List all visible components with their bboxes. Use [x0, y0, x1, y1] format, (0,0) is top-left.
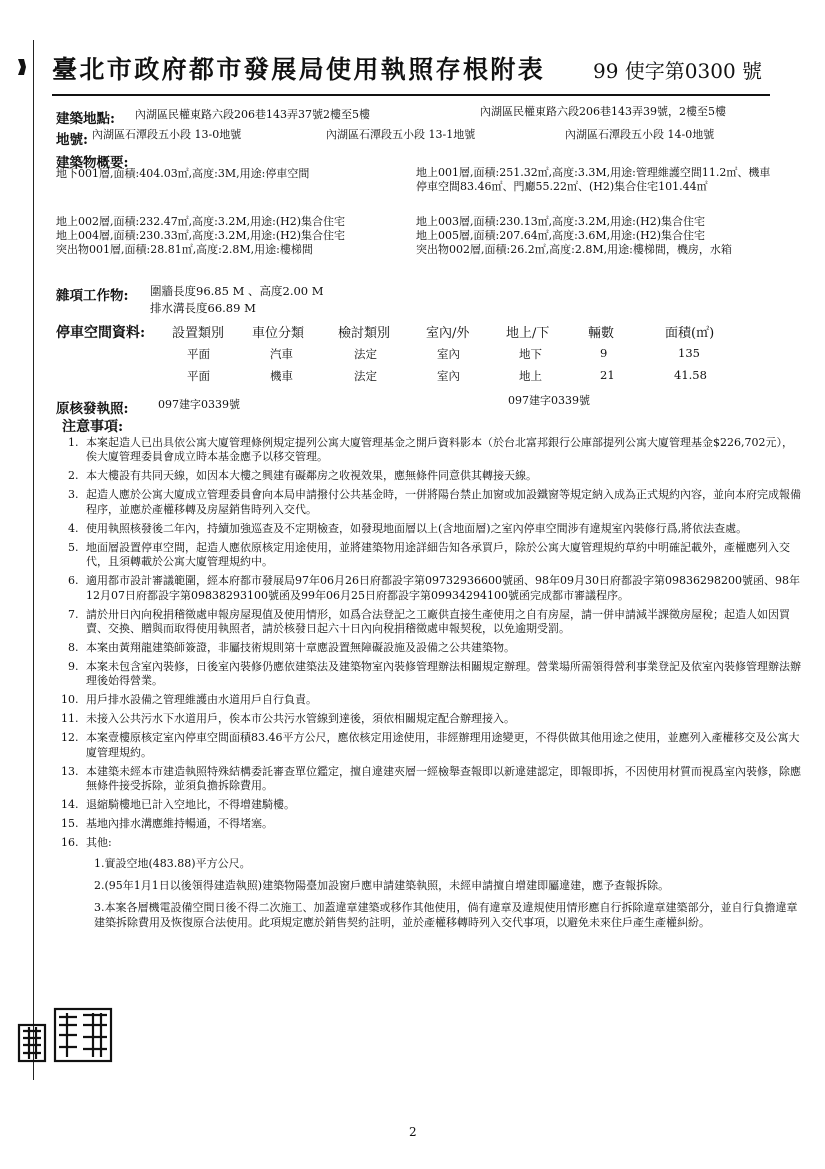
parking-cell: 機車	[270, 369, 293, 383]
misc-ditch: 排水溝長度66.89 M	[150, 301, 256, 315]
parking-cell: 汽車	[270, 347, 293, 361]
parking-header: 車位分類	[252, 326, 305, 341]
orig-permit-label: 原核發執照:	[56, 401, 129, 417]
roof-r1: 突出物001層,面積:28.81㎡,高度:2.8M,用途:樓梯間	[56, 243, 313, 256]
lot-value: 內湖區石潭段五小段 13-0地號	[92, 128, 242, 141]
site-address-label: 建築地點:	[56, 111, 115, 127]
note-item: 15. 基地內排水溝應維持暢通，不得堵塞。	[82, 817, 802, 831]
site-address-right: 內湖區民權東路六段206巷143弄39號，2樓至5樓	[480, 105, 726, 118]
note-item: 4. 使用執照核發後二年內，持續加強巡查及不定期檢查，如發現地面層以上(含地面層)之室內停車空間涉有違規室內裝修行爲,將依法查處。	[82, 522, 802, 536]
orig-permit-right: 097建字0339號	[508, 394, 590, 407]
parking-cell: 法定	[354, 369, 377, 383]
misc-label: 雜項工作物:	[56, 288, 129, 304]
floor-g1: 地上001層,面積:251.32㎡,高度:3.3M,用途:管理維護空間11.2㎡、機車停車空間83.46㎡、門廳55.22㎡、(H2)集合住宅101.44㎡	[416, 166, 771, 193]
lot-value: 內湖區石潭段五小段 14-0地號	[565, 128, 715, 141]
parking-header: 輛數	[588, 326, 615, 341]
lot-label: 地號:	[56, 132, 88, 148]
note-item: 1. 本案起造人已出具依公寓大廈管理條例規定提列公寓大廈管理基金之開戶資料影本（於台北富邦銀行公庫部提列公寓大廈管理基金$226,702元），俟大廈管理委員會成立時本基金應予以移交管理。	[82, 436, 802, 465]
sub-note: 2.(95年1月1日以後領得建造執照)建築物陽臺加設窗戶應申請建築執照，未經申請擅自增建即屬違建，應予查報拆除。	[94, 879, 670, 893]
parking-header: 檢討類別	[338, 326, 391, 341]
binding-mark-icon	[17, 58, 27, 76]
parking-cell: 地下	[519, 347, 542, 361]
note-item-text: 其他:	[86, 836, 112, 850]
parking-cell: 135	[678, 346, 700, 360]
parking-label: 停車空間資料:	[56, 325, 146, 341]
orig-permit-left: 097建字0339號	[158, 398, 240, 411]
floor-g5: 地上005層,面積:207.64㎡,高度:3.6M,用途:(H2)集合住宅	[416, 229, 706, 242]
floor-g2: 地上002層,面積:232.47㎡,高度:3.2M,用途:(H2)集合住宅	[56, 215, 346, 228]
seal-stamps	[17, 1003, 114, 1063]
parking-cell: 室內	[437, 347, 460, 361]
binding-margin-line	[33, 40, 34, 1080]
document-title: 臺北市政府都市發展局使用執照存根附表	[52, 55, 546, 84]
note-item: 9. 本案未包含室內裝修，日後室內裝修仍應依建築法及建築物室內裝修管理辦法相關規定辦理。營業場所需領得營利事業登記及依室內裝修管理辦法辦理後始得營業。	[82, 660, 802, 689]
floor-b1: 地下001層,面積:404.03㎡,高度:3M,用途:停車空間	[56, 167, 310, 180]
parking-header: 面積(㎡)	[665, 326, 715, 341]
parking-header: 室內/外	[426, 326, 470, 341]
parking-cell: 21	[600, 368, 615, 382]
sub-note: 1.實設空地(483.88)平方公尺。	[94, 856, 251, 870]
note-item: 6. 適用都市設計審議範圍，經本府都市發展局97年06月26日府都設字第09732936600號函、98年09月30日府都設字第09836298200號函、98年12月07日府都設字第09838293100號函及99年06月25日府都設字第09934294100號函完成都市審議程序。	[82, 574, 802, 603]
parking-cell: 平面	[187, 347, 210, 361]
notes-list	[56, 436, 802, 938]
document-number: 99 使字第0300 號	[593, 59, 763, 83]
lot-value: 內湖區石潭段五小段 13-1地號	[326, 128, 476, 141]
roof-r2: 突出物002層,面積:26.2㎡,高度:2.8M,用途:樓梯間，機房，水箱	[416, 243, 732, 256]
note-item: 3. 起造人應於公寓大廈成立管理委員會向本局申請撥付公共基金時，一併將陽台禁止加窗或加設鐵窗等規定納入成為正式規約內容，並向本府完成報備程序，並應於產權移轉及房屋銷售時列入交代。	[82, 488, 802, 517]
misc-wall: 圍牆長度96.85 M 、高度2.00 M	[150, 284, 324, 298]
parking-cell: 室內	[437, 369, 460, 383]
parking-header: 地上/下	[506, 326, 550, 341]
note-item: 5. 地面層設置停車空間，起造人應依原核定用途使用，並將建築物用途詳細告知各承買戶，除於公寓大廈管理規約草約中明確記載外，產權應列入交代，且須轉載於公寓大廈管理規約中。	[82, 541, 802, 570]
parking-cell: 法定	[354, 347, 377, 361]
note-item: 13. 本建築未經本市建造執照特殊結構委託審查單位鑑定，擅自違建夾層一經檢舉查報即以新違建認定，即報即拆，不因使用材質而視爲室內裝修，除應無條件接受拆除，並須負擔拆除費用。	[82, 765, 802, 794]
notes-label: 注意事項:	[62, 419, 124, 435]
floor-g3: 地上003層,面積:230.13㎡,高度:3.2M,用途:(H2)集合住宅	[416, 215, 706, 228]
parking-cell: 9	[600, 346, 608, 360]
note-item: 7. 請於卅日內向稅捐稽徵處申報房屋現值及使用情形，如爲合法登記之工廠供直接生產使用之自有房屋，請一併申請減半課徵房屋稅；起造人如因買賣、交換、贈與而取得使用執照者，請於核發日起六十日內向稅捐稽徵處申報契稅，以免逾期受罰。	[82, 608, 802, 637]
sub-note: 3.本案各層機電設備空間日後不得二次施工、加蓋違章建築或移作其他使用，倘有違章及違規使用情形應自行拆除違章建築部分，並自行負擔違章建築拆除費用及恢復原合法使用。此項規定應於銷售契約註明，並於產權移轉時列入交代事項，以避免未來住戶產生產權糾紛。	[94, 901, 798, 929]
parking-cell: 平面	[187, 369, 210, 383]
note-item: 12. 本案壹樓原核定室內停車空間面積83.46平方公尺，應依核定用途使用，非經辦理用途變更，不得供做其他用途之使用，並應列入產權移交及公寓大廈管理規約。	[82, 731, 802, 760]
note-item: 11. 未接入公共污水下水道用戶，俟本市公共污水管線到達後，須依相關規定配合辦理接入。	[82, 712, 802, 726]
overview-label: 建築物概要:	[56, 155, 129, 171]
note-item: 14. 退縮騎樓地已計入空地比，不得增建騎樓。	[82, 798, 802, 812]
floor-g4: 地上004層,面積:230.33㎡,高度:3.2M,用途:(H2)集合住宅	[56, 229, 346, 242]
site-address-left: 內湖區民權東路六段206巷143弄37號2樓至5樓	[135, 108, 370, 121]
page-number: 2	[409, 1125, 417, 1139]
parking-cell: 41.58	[674, 368, 707, 382]
note-item: 8. 本案由黃翔龍建築師簽證，非屬技術規則第十章應設置無障礙設施及設備之公共建築物。	[82, 641, 802, 655]
parking-cell: 地上	[519, 369, 542, 383]
title-rule	[52, 94, 770, 96]
parking-header: 設置類別	[172, 326, 225, 341]
note-item: 10. 用戶排水設備之管理維護由水道用戶自行負責。	[82, 693, 802, 707]
note-item: 2. 本大樓設有共同天線，如因本大樓之興建有礙鄰房之收視效果，應無條件同意供其轉接天線。	[82, 469, 802, 483]
note-item-other	[82, 836, 802, 930]
